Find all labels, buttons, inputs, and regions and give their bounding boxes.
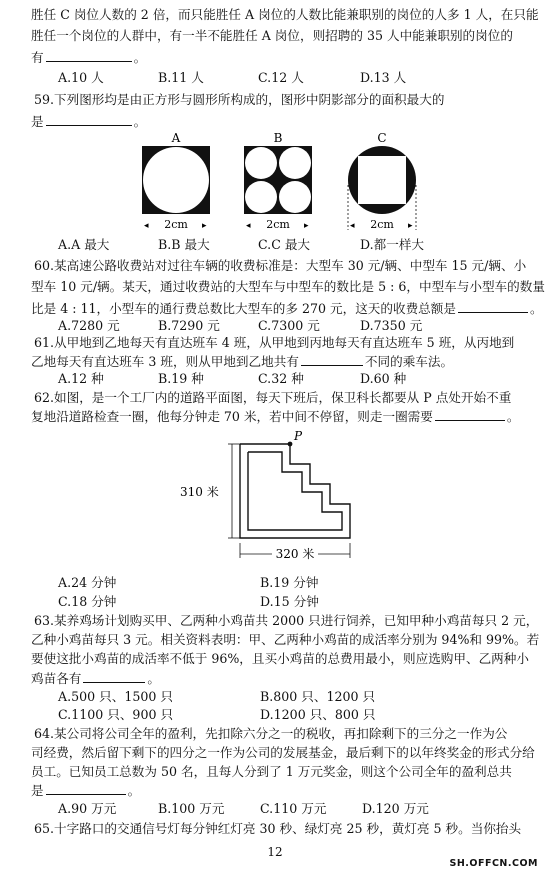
q65-line-1: 65.十字路口的交通信号灯每分钟红灯亮 30 秒、绿灯亮 25 秒，黄灯亮 5 秒。当你抬头	[34, 821, 522, 836]
figure-label-a: A	[171, 131, 181, 145]
option-b: B.100 万元	[158, 801, 225, 816]
option-b: B.B 最大	[158, 237, 210, 252]
q62-road-figure	[180, 430, 370, 568]
q61-options	[58, 370, 528, 388]
figure-label-c: C	[377, 131, 387, 145]
q63-line-4: 鸡苗各有 。	[31, 671, 160, 686]
option-b: B.7290 元	[158, 318, 220, 333]
q59-options	[58, 236, 528, 254]
q63-line-2: 乙种小鸡苗每只 3 元。相关资料表明：甲、乙两种小鸡苗的成活率分别为 94%和 99%。若	[31, 632, 540, 647]
answer-blank	[46, 48, 132, 62]
q58-line-1: 胜任 C 岗位人数的 2 倍，而只能胜任 A 岗位的人数比能兼职别的岗位的人多 1 人，在只能	[31, 7, 539, 22]
q60-line-1: 60.某高速公路收费站对过往车辆的收费标准是：大型车 30 元/辆、中型车 15 元/辆、小	[34, 258, 527, 273]
option-d: D.13 人	[360, 70, 407, 85]
figure-b-circle	[245, 181, 277, 213]
option-c: C.110 万元	[260, 801, 327, 816]
answer-blank	[458, 299, 528, 313]
option-c: C.32 种	[258, 371, 304, 386]
width-label: 320 米	[275, 547, 315, 561]
option-c: C.12 人	[258, 70, 304, 85]
q59-stem-2: 是 。	[31, 114, 147, 129]
q58-line-3: 有 。	[31, 50, 147, 65]
site-watermark: SH.OFFCN.COM	[449, 858, 538, 869]
road-outer	[240, 444, 350, 538]
answer-blank	[301, 352, 363, 366]
q58-line-2: 胜任一个岗位的人群中，有一半不能胜任 A 岗位，则招聘的 35 人中能兼职别的岗位的	[31, 28, 513, 43]
answer-blank	[435, 407, 505, 421]
option-a: A.500 只、1500 只	[58, 689, 173, 704]
q61-line-2: 乙地每天有直达班车 3 班，则从甲地到乙地共有 不同的乘车法。	[31, 354, 454, 369]
option-a: A.10 人	[58, 70, 104, 85]
option-a: A.12 种	[58, 371, 104, 386]
height-label: 310 米	[180, 485, 219, 499]
q59-stem-1: 59.下列图形均是由正方形与圆形所构成的，图形中阴影部分的面积最大的	[34, 92, 445, 107]
q63-line-3: 要使这批小鸡苗的成活率不低于 96%，且买小鸡苗的总费用最小，则应选购甲、乙两种小	[31, 651, 529, 666]
option-c: C.18 分钟	[58, 594, 117, 609]
q63-line-1: 63.某养鸡场计划购买甲、乙两种小鸡苗共 2000 只进行饲养，已知甲种小鸡苗每只 2 元，	[34, 613, 539, 628]
figure-b-circle	[279, 181, 311, 213]
figure-a-circle	[143, 147, 209, 213]
answer-blank	[46, 781, 126, 795]
option-d: D.120 万元	[362, 801, 429, 816]
q62-options-row-2	[58, 593, 528, 611]
q62-options-row-1	[58, 574, 528, 592]
option-d: D.7350 元	[360, 318, 423, 333]
q63-options-row-2	[58, 706, 528, 724]
option-b: B.800 只、1200 只	[260, 689, 376, 704]
svg-text:◂: ◂	[246, 221, 251, 231]
point-p	[288, 442, 293, 447]
option-d: D.1200 只、800 只	[260, 707, 376, 722]
q64-line-2: 司经费，然后留下剩下的四分之一作为公司的发展基金，最后剩下的以年终奖金的形式分给	[31, 745, 535, 760]
option-d: D.15 分钟	[260, 594, 319, 609]
option-c: C.1100 只、900 只	[58, 707, 174, 722]
q62-line-1: 62.如图，是一个工厂内的道路平面图，每天下班后，保卫科长都要从 P 点处开始不重	[34, 390, 512, 405]
figure-b-circle	[245, 147, 277, 179]
svg-text:◂: ◂	[144, 221, 149, 231]
q59-figure	[130, 130, 430, 240]
q64-line-3: 员工。已知员工总数为 50 名，且每人分到了 1 万元奖金，则这个公司全年的盈利总共	[31, 764, 512, 779]
option-a: A.A 最大	[58, 237, 110, 252]
option-d: D.60 种	[360, 371, 407, 386]
svg-text:▸: ▸	[304, 221, 309, 231]
option-b: B.19 分钟	[260, 575, 319, 590]
dimension-label: 2cm	[370, 218, 394, 231]
dimension-c	[350, 218, 413, 231]
q63-options-row-1	[58, 688, 528, 706]
option-c: C.C 最大	[258, 237, 311, 252]
q62-line-2: 复地沿道路检查一圈，他每分钟走 70 米，若中间不停留，则走一圈需要 。	[31, 409, 520, 424]
option-a: A.24 分钟	[58, 575, 117, 590]
figure-label-b: B	[273, 131, 283, 145]
point-p-label: P	[294, 430, 303, 443]
answer-blank	[83, 669, 145, 683]
page-number: 12	[267, 845, 283, 859]
svg-text:◂: ◂	[350, 221, 355, 231]
option-b: B.19 种	[158, 371, 204, 386]
dimension-b	[246, 218, 309, 231]
q60-line-2: 型车 10 元/辆。某天，通过收费站的大型车与中型车的数比是 5 : 6，中型车与小型车的数量	[31, 279, 545, 294]
dimension-label: 2cm	[266, 218, 290, 231]
dimension-a	[144, 218, 207, 231]
q64-options	[58, 800, 528, 818]
q61-line-1: 61.从甲地到乙地每天有直达班车 4 班，从甲地到丙地每天有直达班车 5 班，从丙地到	[34, 335, 515, 350]
option-a: A.7280 元	[58, 318, 120, 333]
answer-blank	[46, 112, 132, 126]
q64-line-1: 64.某公司将公司全年的盈利，先扣除六分之一的税收，再扣除剩下的三分之一作为公	[34, 726, 508, 741]
dimension-label: 2cm	[164, 218, 188, 231]
q60-options	[58, 317, 528, 335]
svg-text:▸: ▸	[408, 221, 413, 231]
option-d: D.都一样大	[360, 237, 425, 252]
option-b: B.11 人	[158, 70, 204, 85]
figure-c-square	[358, 156, 406, 204]
q58-options	[58, 69, 528, 87]
q64-line-4: 是 。	[31, 783, 141, 798]
option-c: C.7300 元	[258, 318, 320, 333]
option-a: A.90 万元	[58, 801, 117, 816]
q60-line-3: 比是 4 : 11，小型车的通行费总数比大型车的多 270 元，这天的收费总额是 。	[31, 301, 543, 316]
figure-b-circle	[279, 147, 311, 179]
svg-text:▸: ▸	[202, 221, 207, 231]
